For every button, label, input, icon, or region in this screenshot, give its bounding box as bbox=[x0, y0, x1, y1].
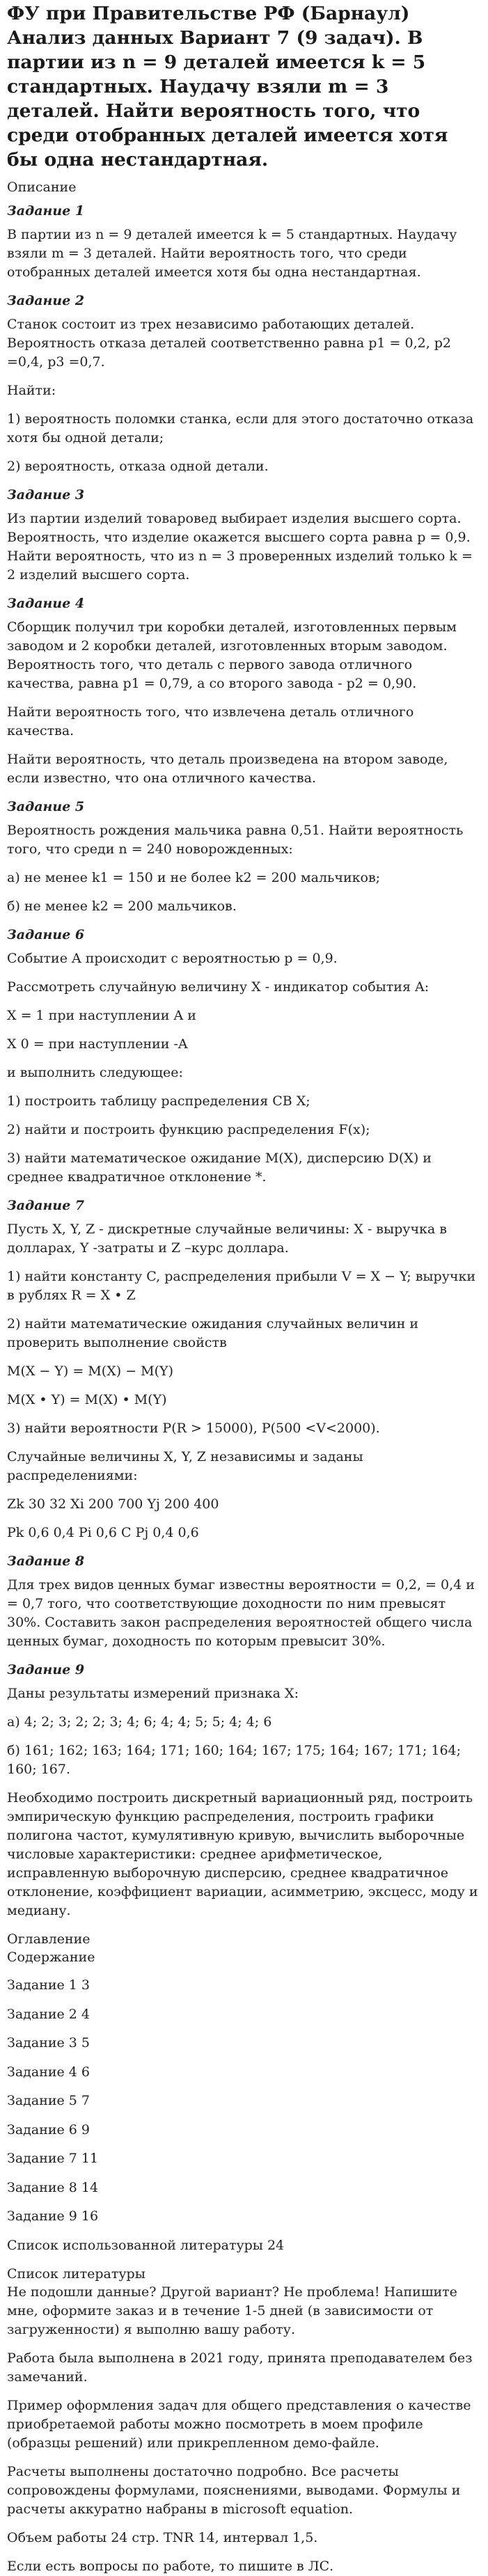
task-paragraph: 1) найти константу C, распределения прибыли V = X − Y; выручки в рублях R = X • Z bbox=[7, 1269, 475, 1303]
task-paragraph: Pk 0,6 0,4 Pi 0,6 C Pj 0,4 0,6 bbox=[7, 1525, 199, 1540]
toc-item: Задание 9 16 bbox=[7, 2208, 99, 2224]
task-paragraph: Zk 30 32 Xi 200 700 Yj 200 400 bbox=[7, 1496, 219, 1512]
task-paragraph: б) не менее k2 = 200 мальчиков. bbox=[7, 899, 237, 914]
task-paragraph: 1) построить таблицу распределения СВ X; bbox=[7, 1093, 310, 1109]
task-section bbox=[7, 798, 481, 916]
task-paragraph: 3) найти математическое ожидание M(X), дисперсию D(X) и среднее квадратичное отклонение *. bbox=[7, 1151, 432, 1185]
toc-item: Задание 7 11 bbox=[7, 2151, 99, 2166]
task-section bbox=[7, 926, 481, 1187]
task-paragraph: M(X − Y) = M(X) − M(Y) bbox=[7, 1364, 173, 1379]
closing-paragraph: Если есть вопросы по работе, то пишите в ЛС. bbox=[7, 2559, 334, 2574]
document-page bbox=[0, 1, 488, 2576]
task-paragraph: Из партии изделий товаровед выбирает изделия высшего сорта. Вероятность, что изделие окажется высшего сорта равна p = 0,9. Найти вероятность, что из n = 3 проверенных изделий только k = 2 изделий высшего сорта. bbox=[7, 511, 473, 583]
task-paragraph: 1) вероятность поломки станка, если для этого достаточно отказа хотя бы одной детали; bbox=[7, 411, 474, 445]
closing-paragraph: Работа была выполнена в 2021 году, принята преподавателем без замечаний. bbox=[7, 2350, 473, 2385]
task-list bbox=[7, 202, 481, 1920]
task-paragraph: Найти: bbox=[7, 383, 56, 398]
task-paragraph: X = 1 при наступлении A и bbox=[7, 1008, 196, 1023]
task-paragraph: Пусть X, Y, Z - дискретные случайные величины: X - выручка в долларах, Y -затраты и Z –курс доллара. bbox=[7, 1222, 447, 1256]
literature-label: Список литературы bbox=[7, 2266, 145, 2282]
closing-paragraph: Не подошли данные? Другой вариант? Не проблема! Напишите мне, оформите заказ и в течение 1-5 дней (в зависимости от загруженности) я выполню вашу работу. bbox=[7, 2284, 457, 2337]
toc-label: Оглавление bbox=[7, 1931, 90, 1947]
task-paragraph: X 0 = при наступлении -A bbox=[7, 1036, 188, 1052]
task-section bbox=[7, 1552, 481, 1651]
toc-item: Задание 2 4 bbox=[7, 2006, 90, 2022]
task-heading: Задание 1 bbox=[7, 203, 85, 219]
task-paragraph: Необходимо построить дискретный вариационный ряд, построить эмпирическую функцию распределения, построить графики полигона частот, кумулятивную кривую, вычислить выборочные числовые характеристики: среднее арифметическое, исправленную выборочную дисперсию, среднее квадратичное отклонение, коэффициент вариации, асимметрию, эксцесс, моду и медиану. bbox=[7, 1790, 478, 1918]
closing-notes bbox=[7, 2283, 481, 2576]
task-paragraph: Станок состоит из трех независимо работающих деталей. Вероятность отказа деталей соответственно равна p1 = 0,2, p2 =0,4, p3 =0,7. bbox=[7, 317, 452, 370]
task-heading: Задание 3 bbox=[7, 487, 85, 503]
task-paragraph: а) 4; 2; 3; 2; 2; 3; 4; 6; 4; 4; 5; 5; 4; 4; 6 bbox=[7, 1714, 272, 1730]
closing-paragraph: Объем работы 24 стр. TNR 14, интервал 1,5. bbox=[7, 2530, 318, 2545]
task-heading: Задание 5 bbox=[7, 799, 85, 814]
task-section bbox=[7, 594, 481, 788]
task-heading: Задание 6 bbox=[7, 927, 85, 942]
toc-item: Задание 8 14 bbox=[7, 2179, 99, 2195]
closing-paragraph: Расчеты выполнены достаточно подробно. Все расчеты сопровождены формулами, пояснениями, выводами. Формулы и расчеты аккуратно набраны в microsoft equation. bbox=[7, 2464, 461, 2517]
task-paragraph: 2) вероятность, отказа одной детали. bbox=[7, 459, 269, 474]
task-paragraph: Вероятность рождения мальчика равна 0,51. Найти вероятность того, что среди n = 240 новорожденных: bbox=[7, 823, 464, 857]
task-paragraph: б) 161; 162; 163; 164; 171; 160; 164; 167; 175; 164; 167; 171; 164; 160; 167. bbox=[7, 1743, 462, 1777]
task-paragraph: а) не менее k1 = 150 и не более k2 = 200 мальчиков; bbox=[7, 870, 381, 885]
task-section bbox=[7, 292, 481, 476]
task-heading: Задание 4 bbox=[7, 596, 85, 611]
task-paragraph: Для трех видов ценных бумаг известны вероятности = 0,2, = 0,4 и = 0,7 того, что соответствующие доходности по ним превысят 30%. Составить закон распределения вероятностей общего числа ценных бумаг, доходность по которым превысит 30%. bbox=[7, 1577, 475, 1649]
task-heading: Задание 7 bbox=[7, 1198, 85, 1213]
task-heading: Задание 8 bbox=[7, 1554, 85, 1569]
task-paragraph: Сборщик получил три коробки деталей, изготовленных первым заводом и 2 коробки деталей, изготовленных вторым заводом. Вероятность того, что деталь с первого завода отличного качества, равна p1 = 0,79, а со второго завода - p2 = 0,90. bbox=[7, 619, 457, 691]
table-of-contents bbox=[7, 1976, 481, 2255]
closing-paragraph: Пример оформления задач для общего представления о качестве приобретаемой работы можно посмотреть в моем профиле (образцы решений) или прикрепленном демо-файле. bbox=[7, 2398, 471, 2451]
task-paragraph: Событие A происходит с вероятностью p = 0,9. bbox=[7, 951, 338, 966]
toc-item: Список использованной литературы 24 bbox=[7, 2237, 285, 2253]
task-paragraph: M(X • Y) = M(X) • M(Y) bbox=[7, 1392, 167, 1407]
description-label: Описание bbox=[7, 180, 77, 195]
toc-item: Задание 4 6 bbox=[7, 2064, 90, 2080]
document-title: ФУ при Правительстве РФ (Барнаул) Анализ данных Вариант 7 (9 задач). В партии из n = 9 деталей имеется k = 5 стандартных. Наудачу взяли m = 3 деталей. Найти вероятность того, что среди отобранных деталей имеется хотя бы одна нестандартная. bbox=[7, 3, 448, 171]
toc-item: Задание 5 7 bbox=[7, 2093, 90, 2108]
contents-label: Содержание bbox=[7, 1950, 95, 1965]
task-paragraph: 3) найти вероятности P(R > 15000), P(500 <V<2000). bbox=[7, 1421, 380, 1436]
task-heading: Задание 9 bbox=[7, 1662, 85, 1677]
task-section bbox=[7, 202, 481, 282]
task-heading: Задание 2 bbox=[7, 293, 85, 308]
task-paragraph: и выполнить следующее: bbox=[7, 1065, 183, 1080]
toc-item: Задание 1 3 bbox=[7, 1977, 90, 1993]
task-paragraph: Найти вероятность, что деталь произведена на втором заводе, если известно, что она отличного качества. bbox=[7, 752, 448, 786]
toc-item: Задание 6 9 bbox=[7, 2121, 90, 2138]
task-paragraph: В партии из n = 9 деталей имеется k = 5 стандартных. Наудачу взяли m = 3 деталей. Найти вероятность того, что среди отобранных деталей имеется хотя бы одна нестандартная. bbox=[7, 227, 457, 280]
task-section bbox=[7, 486, 481, 585]
task-paragraph: Найти вероятность того, что извлечена деталь отличного качества. bbox=[7, 704, 414, 738]
task-paragraph: Случайные величины X, Y, Z независимы и заданы распределениями: bbox=[7, 1449, 363, 1483]
task-paragraph: 2) найти математические ожидания случайных величин и проверить выполнение свойств bbox=[7, 1316, 419, 1350]
task-paragraph: Рассмотреть случайную величину X - индикатор события A: bbox=[7, 979, 430, 995]
toc-item: Задание 3 5 bbox=[7, 2035, 90, 2050]
task-section bbox=[7, 1196, 481, 1542]
task-paragraph: Даны результаты измерений признака X: bbox=[7, 1686, 299, 1701]
task-paragraph: 2) найти и построить функцию распределения F(x); bbox=[7, 1122, 370, 1137]
task-section bbox=[7, 1661, 481, 1920]
